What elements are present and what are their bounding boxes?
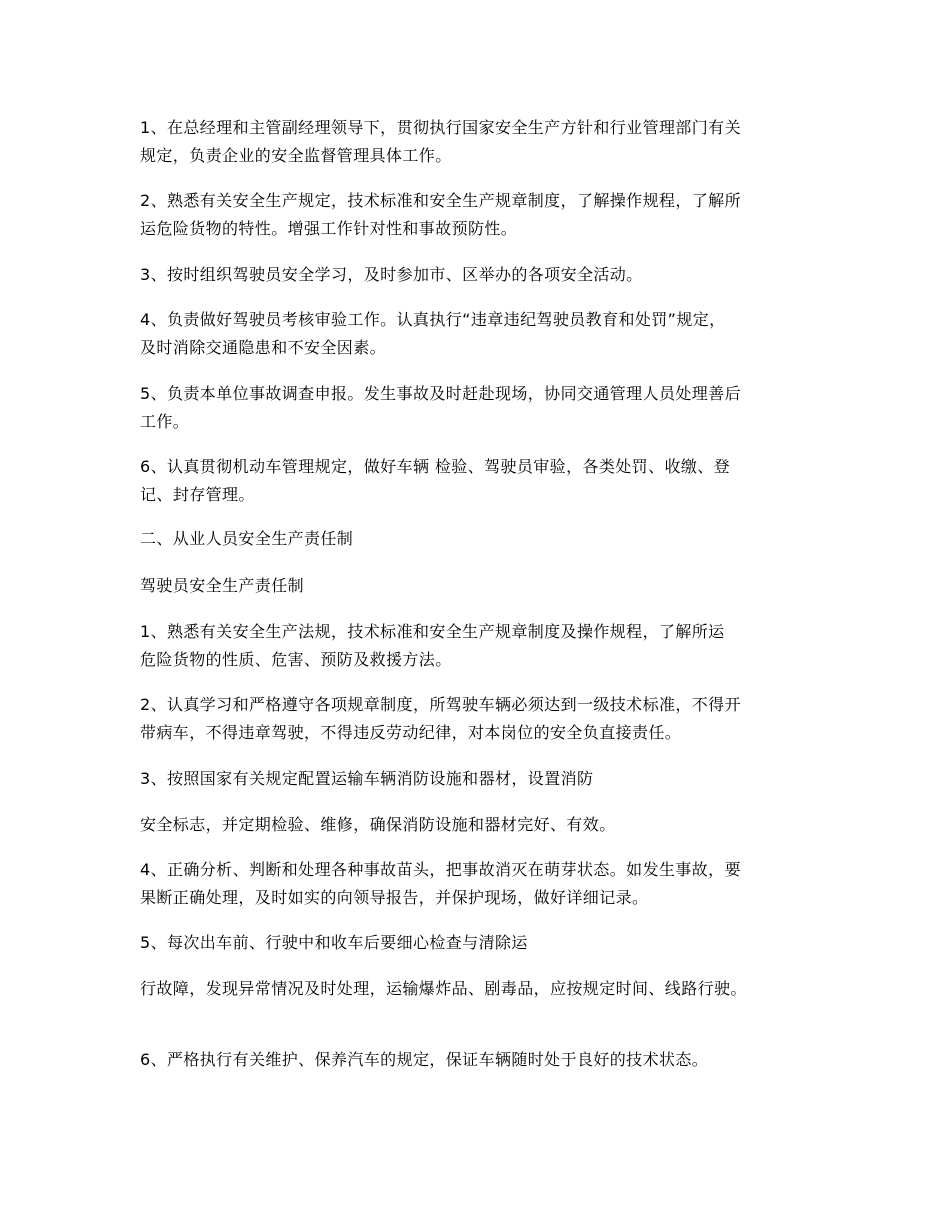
paragraph-driver-item-1: [140, 618, 820, 674]
paragraph-driver-item-4: [140, 856, 820, 912]
text-line: 记、封存管理。: [140, 485, 255, 504]
text-line: 6、认真贯彻机动车管理规定，做好车辆 检验、驾驶员审验，各类处罚、收缴、登: [140, 457, 731, 476]
paragraph-driver-item-3: [140, 765, 820, 793]
paragraph-driver-item-2: [140, 691, 820, 747]
paragraph-item-4: [140, 306, 820, 362]
text-line: 4、正确分析、判断和处理各种事故苗头，把事故消灭在萌芽状态。如发生事故，要: [140, 860, 741, 879]
text-line: 危险货物的性质、危害、预防及救援方法。: [140, 650, 452, 669]
paragraph-driver-item-3-cont: [140, 811, 820, 839]
text-line: 4、负责做好驾驶员考核审验工作。认真执行“违章违纪驾驶员教育和处罚”规定，: [140, 310, 726, 329]
paragraph-item-6: [140, 453, 820, 509]
text-line: 6、严格执行有关维护、保养汽车的规定，保证车辆随时处于良好的技术状态。: [140, 1050, 709, 1069]
section-subheading-text: 驾驶员安全生产责任制: [140, 576, 305, 595]
text-line: 5、负责本单位事故调查申报。发生事故及时赶赴现场，协同交通管理人员处理善后: [140, 384, 741, 403]
section-heading: [140, 525, 820, 553]
text-line: 果断正确处理，及时如实的向领导报告，并保护现场，做好详细记录。: [140, 888, 649, 907]
text-line: 带病车，不得违章驾驶，不得违反劳动纪律，对本岗位的安全负直接责任。: [140, 723, 682, 742]
section-heading-text: 二、从业人员安全生产责任制: [140, 529, 354, 548]
paragraph-driver-item-6: [140, 1046, 820, 1074]
text-line: 2、熟悉有关安全生产规定，技术标准和安全生产规章制度，了解操作规程，了解所: [140, 191, 741, 210]
paragraph-item-3: [140, 261, 820, 289]
text-line: 及时消除交通隐患和不安全因素。: [140, 338, 387, 357]
section-subheading: [140, 572, 820, 600]
text-line: 3、按照国家有关规定配置运输车辆消防设施和器材，设置消防: [140, 769, 594, 788]
text-line: 3、按时组织驾驶员安全学习，及时参加市、区举办的各项安全活动。: [140, 265, 643, 284]
paragraph-driver-item-5-cont: [140, 975, 820, 1003]
text-line: 2、认真学习和严格遵守各项规章制度，所驾驶车辆必须达到一级技术标准，不得开: [140, 695, 741, 714]
text-line: 工作。: [140, 412, 190, 431]
paragraph-item-1: [140, 114, 820, 170]
text-line: 行故障，发现异常情况及时处理，运输爆炸品、剧毒品，应按规定时间、线路行驶。: [140, 979, 747, 998]
text-line: 5、每次出车前、行驶中和收车后要细心检查与清除运: [140, 933, 528, 952]
paragraph-item-5: [140, 380, 820, 436]
text-line: 1、熟悉有关安全生产法规，技术标准和安全生产规章制度及操作规程，了解所运: [140, 622, 725, 641]
text-line: 1、在总经理和主管副经理领导下，贯彻执行国家安全生产方针和行业管理部门有关: [140, 118, 741, 137]
text-line: 运危险货物的特性。增强工作针对性和事故预防性。: [140, 219, 518, 238]
paragraph-driver-item-5: [140, 929, 820, 957]
text-line: 规定，负责企业的安全监督管理具体工作。: [140, 146, 452, 165]
paragraph-item-2: [140, 187, 820, 243]
text-line: 安全标志，并定期检验、维修，确保消防设施和器材完好、有效。: [140, 815, 616, 834]
